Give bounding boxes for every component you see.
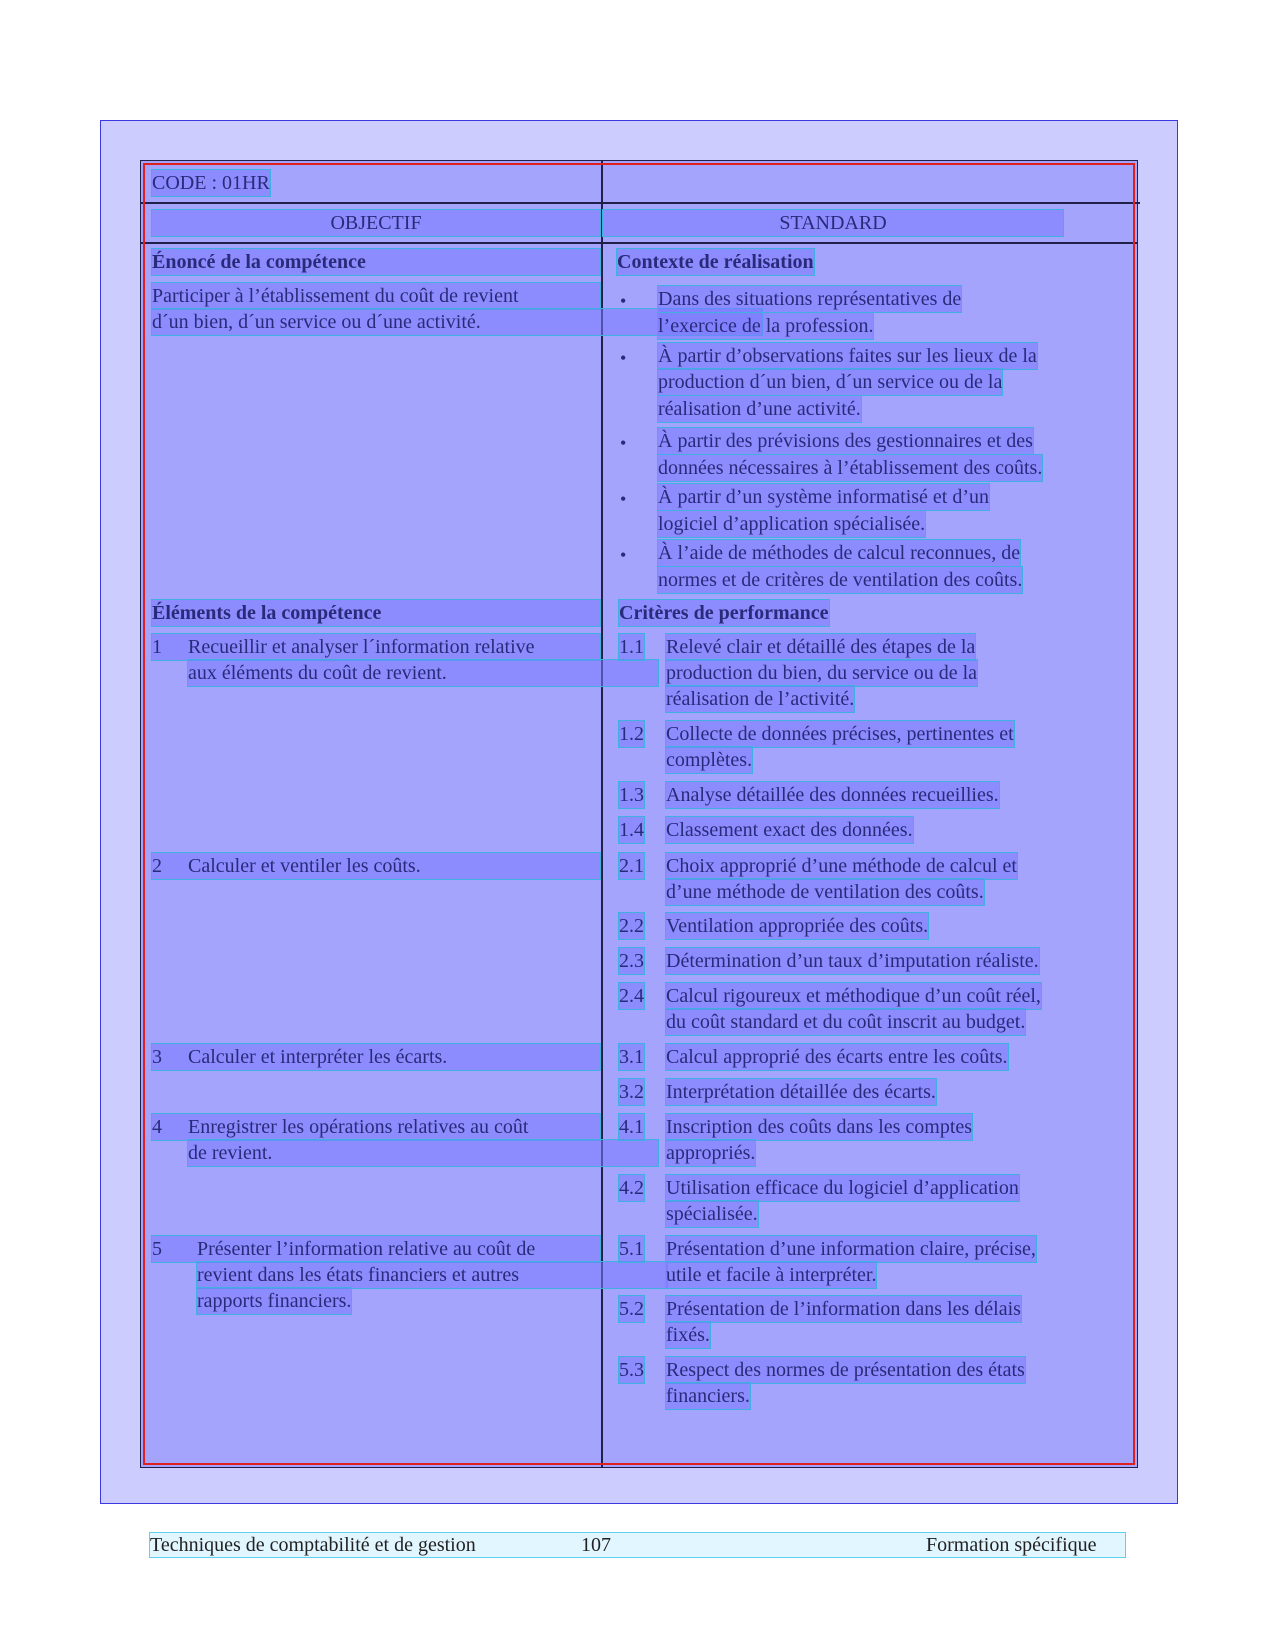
critere-line: Respect des normes de présentation des états (666, 1359, 1025, 1381)
contexte-line: Dans des situations représentatives de (658, 288, 962, 310)
enonce-line: d´un bien, d´un service ou d´une activité. (152, 309, 762, 335)
contexte-line: À l’aide de méthodes de calcul reconnues, de (658, 542, 1021, 564)
contexte-line: À partir des prévisions des gestionnaires et des (658, 430, 1033, 452)
bullet-icon: • (620, 433, 627, 453)
critere-number: 4.2 (619, 1177, 644, 1199)
critere-line: Détermination d’un taux d’imputation réaliste. (666, 950, 1039, 972)
element-line: Recueillir et analyser l´information relative (188, 636, 535, 658)
element-number: 1 (152, 634, 600, 660)
critere-line: Classement exact des données. (666, 819, 913, 841)
critere-line: Utilisation efficace du logiciel d’application (666, 1177, 1019, 1199)
contexte-title: Contexte de réalisation (617, 251, 814, 273)
objectif-header: OBJECTIF (152, 210, 600, 236)
critere-number: 2.4 (619, 985, 644, 1007)
critere-line: du coût standard et du coût inscrit au budget. (666, 1011, 1026, 1033)
element-line: Enregistrer les opérations relatives au coût (188, 1116, 529, 1138)
contexte-line: À partir d’un système informatisé et d’un (658, 486, 990, 508)
critere-number: 1.1 (619, 636, 644, 658)
bullet-icon: • (620, 545, 627, 565)
critere-line: Inscription des coûts dans les comptes (666, 1116, 973, 1138)
critere-number: 3.1 (619, 1046, 644, 1068)
elements-title: Éléments de la compétence (152, 600, 600, 626)
standard-header: STANDARD (603, 210, 1063, 236)
critere-number: 2.3 (619, 950, 644, 972)
contexte-line: production d´un bien, d´un service ou de la (658, 371, 1003, 393)
critere-line: financiers. (666, 1385, 750, 1407)
critere-line: Présentation d’une information claire, précise, (666, 1238, 1036, 1260)
critere-number: 1.4 (619, 819, 644, 841)
bullet-icon: • (620, 348, 627, 368)
critere-number: 5.2 (619, 1298, 644, 1320)
contexte-line: l’exercice de la profession. (658, 315, 874, 337)
critere-line: Collecte de données précises, pertinentes et (666, 723, 1014, 745)
element-line: revient dans les états financiers et autres (197, 1262, 667, 1288)
code-label: CODE : 01HR (152, 172, 270, 194)
critere-line: production du bien, du service ou de la (666, 662, 978, 684)
critere-line: fixés. (666, 1324, 710, 1346)
element-number: 4 (152, 1114, 600, 1140)
critere-line: Choix approprié d’une méthode de calcul et (666, 855, 1017, 877)
contexte-line: données nécessaires à l’établissement des coûts. (658, 457, 1043, 479)
critere-line: Ventilation appropriée des coûts. (666, 915, 929, 937)
critere-line: Calcul approprié des écarts entre les coûts. (666, 1046, 1008, 1068)
critere-number: 1.3 (619, 784, 644, 806)
contexte-line: logiciel d’application spécialisée. (658, 513, 926, 535)
critere-line: spécialisée. (666, 1203, 758, 1225)
critere-line: réalisation de l’activité. (666, 688, 855, 710)
critere-line: d’une méthode de ventilation des coûts. (666, 881, 984, 903)
critere-line: Calcul rigoureux et méthodique d’un coût réel, (666, 985, 1041, 1007)
critere-number: 4.1 (619, 1116, 644, 1138)
contexte-line: normes et de critères de ventilation des coûts. (658, 569, 1023, 591)
critere-line: Interprétation détaillée des écarts. (666, 1081, 936, 1103)
bullet-icon: • (620, 291, 627, 311)
critere-number: 1.2 (619, 723, 644, 745)
enonce-line: Participer à l’établissement du coût de revient (152, 283, 600, 309)
critere-number: 5.1 (619, 1238, 644, 1260)
footer-page-number: 107 (581, 1534, 611, 1556)
contexte-line: À partir d’observations faites sur les lieux de la (658, 345, 1037, 367)
element-line: aux éléments du coût de revient. (188, 660, 658, 686)
critere-line: Relevé clair et détaillé des étapes de la (666, 636, 976, 658)
critere-number: 2.1 (619, 855, 644, 877)
element-line: Présenter l’information relative au coût de (197, 1238, 536, 1260)
element-line: rapports financiers. (197, 1290, 352, 1312)
enonce-title: Énoncé de la compétence (152, 249, 600, 275)
element-number: 5 (152, 1236, 600, 1262)
row-divider (140, 242, 1138, 244)
contexte-line: réalisation d’une activité. (658, 398, 861, 420)
footer-section: Formation spécifique (926, 1534, 1097, 1556)
critere-line: Analyse détaillée des données recueillies. (666, 784, 999, 806)
bullet-icon: • (620, 489, 627, 509)
element-number: 2 (152, 853, 600, 879)
element-line: Calculer et ventiler les coûts. (188, 855, 421, 877)
criteres-title: Critères de performance (619, 602, 829, 624)
critere-line: Présentation de l’information dans les délais (666, 1298, 1021, 1320)
critere-number: 5.3 (619, 1359, 644, 1381)
critere-number: 3.2 (619, 1081, 644, 1103)
element-number: 3 (152, 1044, 600, 1070)
element-line: Calculer et interpréter les écarts. (188, 1046, 448, 1068)
critere-line: utile et facile à interpréter. (666, 1264, 877, 1286)
element-line: de revient. (188, 1140, 658, 1166)
row-divider (140, 202, 1140, 204)
critere-line: appropriés. (666, 1142, 756, 1164)
critere-line: complètes. (666, 749, 753, 771)
critere-number: 2.2 (619, 915, 644, 937)
footer-course: Techniques de comptabilité et de gestion (150, 1534, 476, 1556)
